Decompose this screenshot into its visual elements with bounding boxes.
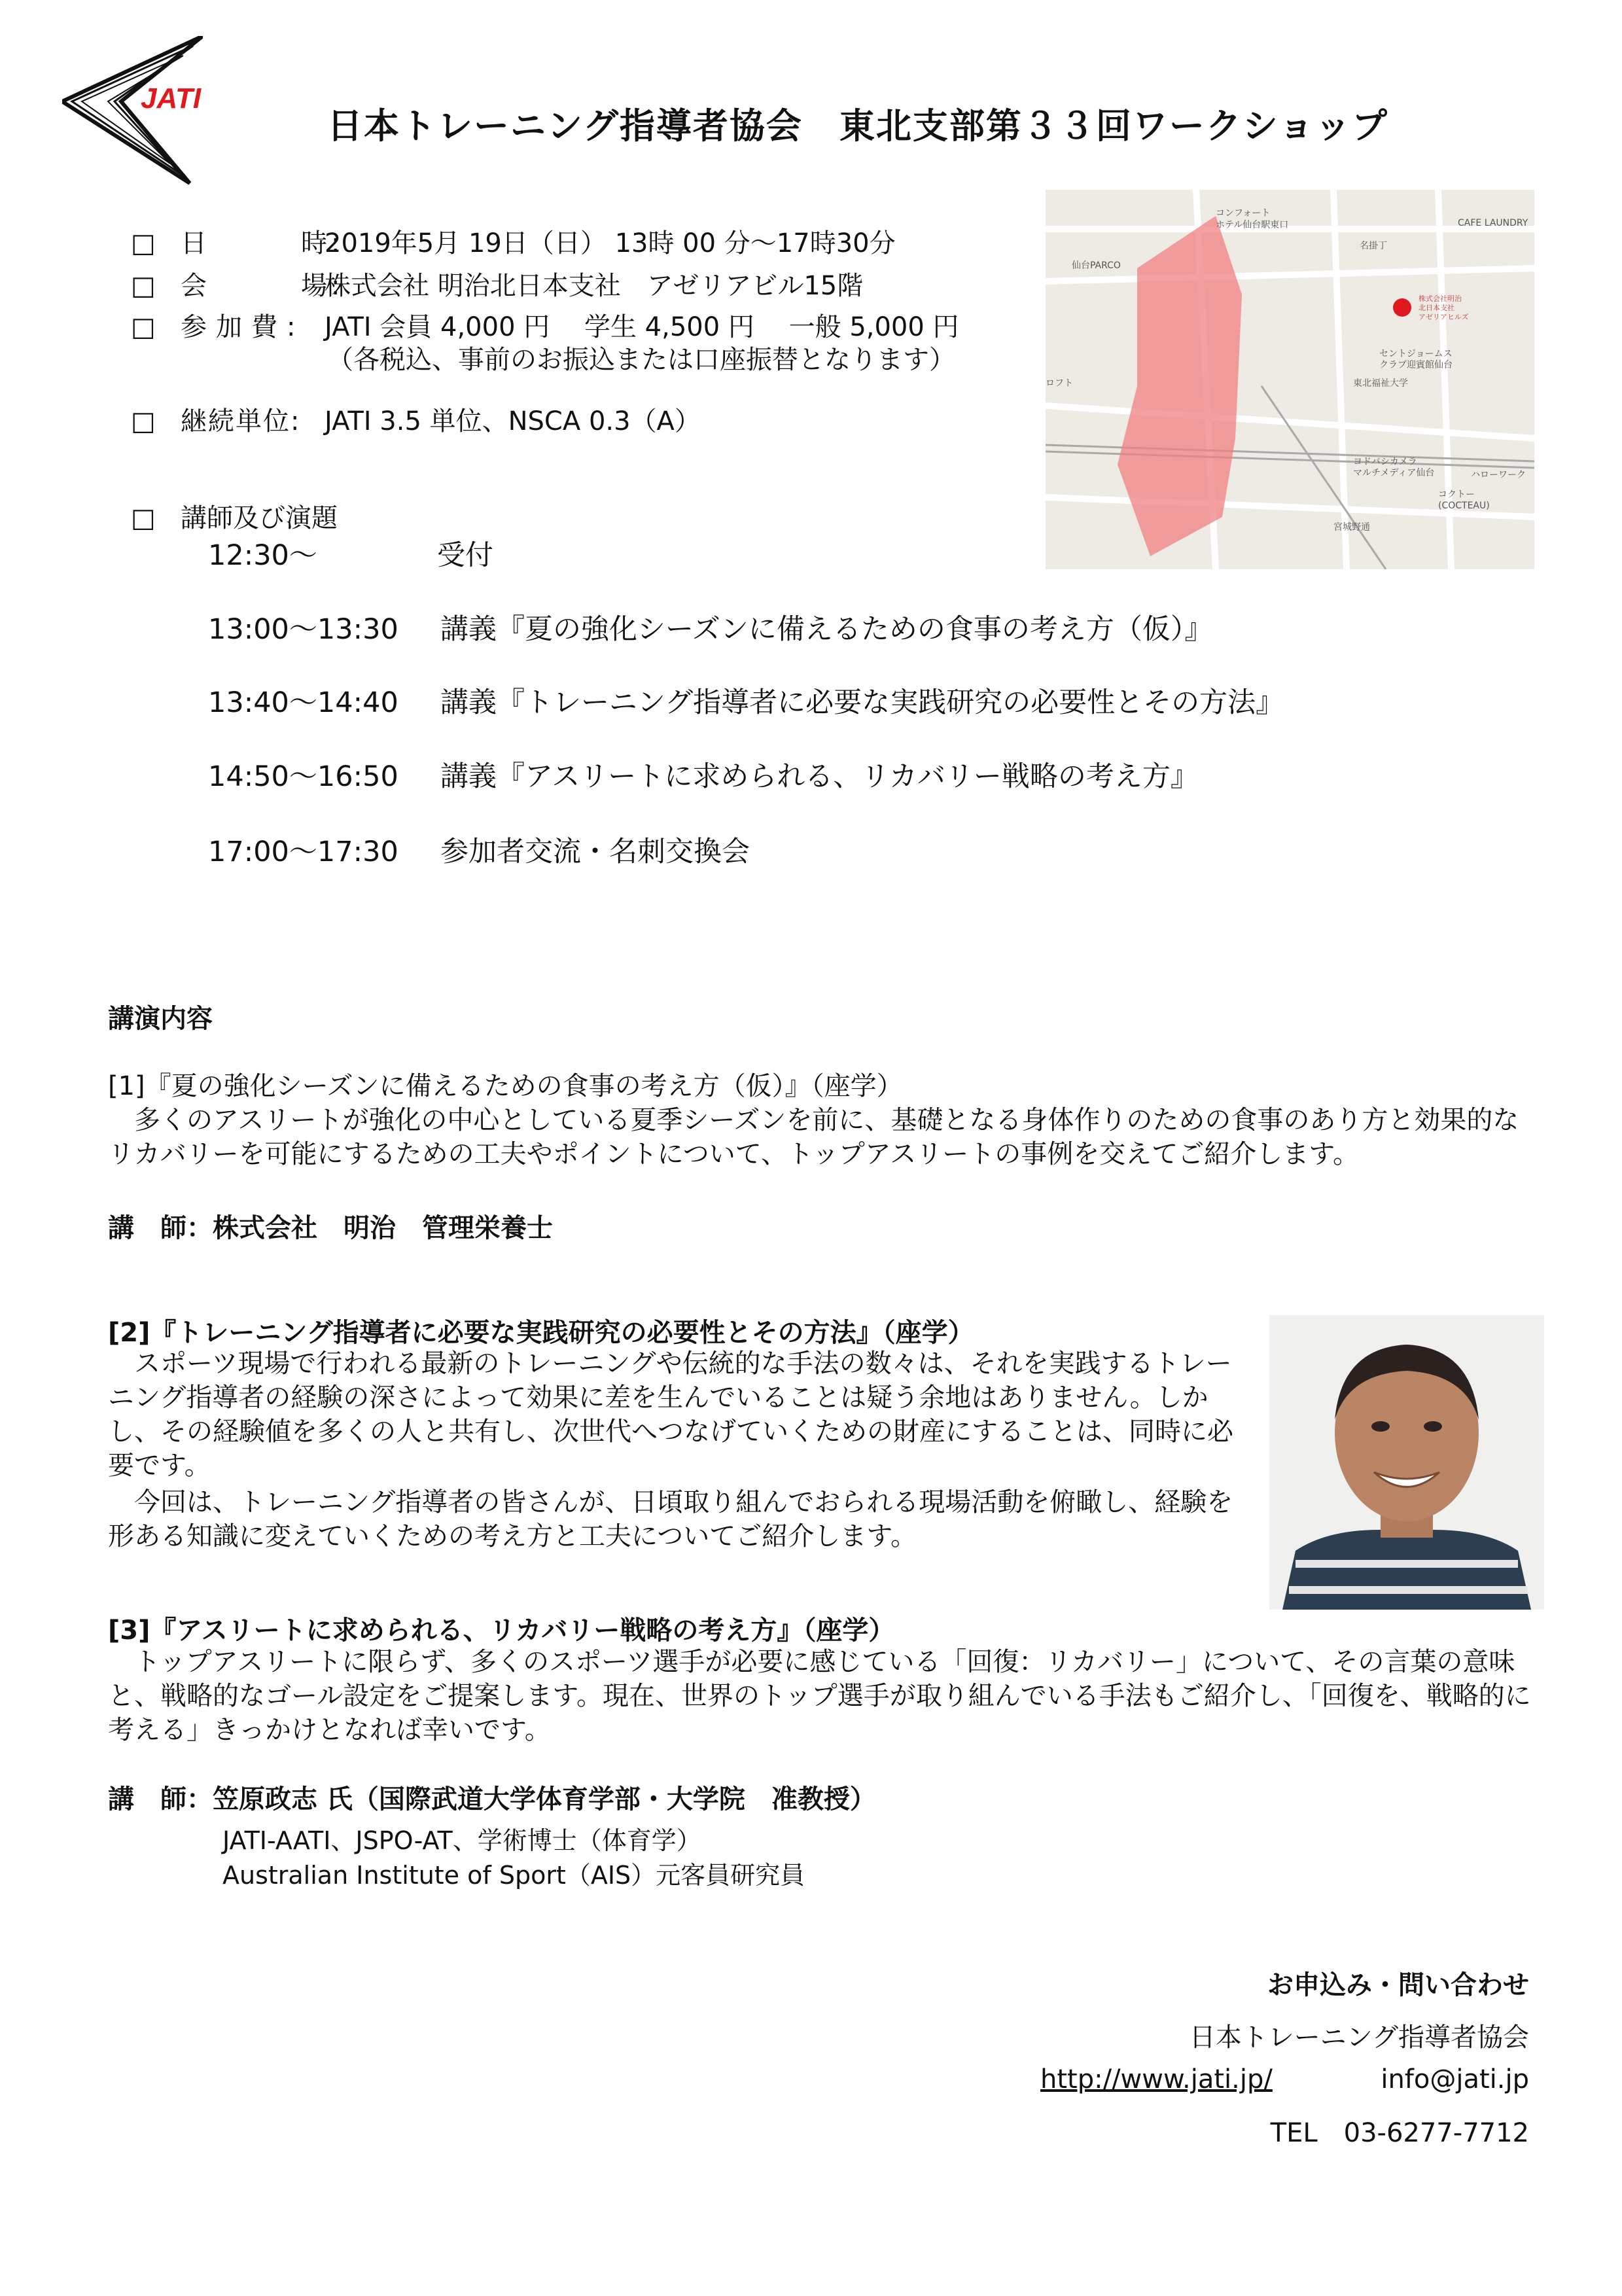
lecturer2-name: 講 師：笠原政志 氏（国際武道大学体育学部・大学院 准教授） <box>108 1784 876 1814</box>
map-label: ロフト <box>1046 378 1073 389</box>
map-label: コンフォート <box>1216 208 1271 219</box>
map-label: 株式会社明治 <box>1419 294 1462 303</box>
jati-logo <box>62 36 203 186</box>
contact-email[interactable]: info@jati.jp <box>1381 2064 1529 2094</box>
logo-text: JATI <box>141 82 202 115</box>
lecture2-body: スポーツ現場で行われる最新のトレーニングや伝統的な手法の数々は、それを実践するトレーニング指導者の経験の深さによって効果に差を生んでいることは疑う余地はありません。しかし、その経験値を多くの人と共有し、次世代へつなげていくための財産にすることは、同時に必要です。 <box>108 1349 1233 1481</box>
info-venue <box>131 265 863 302</box>
info-fee-note: （各税込、事前のお振込または口座振替となります） <box>327 345 955 375</box>
lecture3-body: トップアスリートに限らず、多くのスポーツ選手が必要に感じている「回復：リカバリー」について、その言葉の意味と、戦略的なゴール設定をご提案します。現在、世界のトップ選手が取り組んでいる手法もご紹介し、「回復を、戦略的に考える」きっかけとなれば幸いです。 <box>108 1647 1531 1745</box>
schedule-time: 14:50～16:50 <box>208 760 398 793</box>
schedule-desc: 受付 <box>437 539 493 572</box>
map-label: ヨドバシカメラ <box>1353 457 1417 467</box>
schedule-time: 12:30～ <box>208 539 317 572</box>
lecturer-photo <box>1269 1315 1544 1610</box>
lecture3-title: [3]『アスリートに求められる、リカバリー戦略の考え方』（座学） <box>108 1616 895 1646</box>
schedule-time: 17:00～17:30 <box>208 836 398 868</box>
lecture2-body2: 今回は、トレーニング指導者の皆さんが、日頃取り組んでおられる現場活動を俯瞰し、経験を形ある知識に変えていくための考え方と工夫についてご紹介します。 <box>108 1487 1233 1551</box>
map-label: 北日本支社 <box>1419 304 1455 312</box>
schedule-row <box>208 680 1284 720</box>
lecture2-title: [2]『トレーニング指導者に必要な実践研究の必要性とその方法』（座学） <box>108 1318 974 1348</box>
info-date <box>131 222 896 260</box>
info-credits <box>131 400 701 438</box>
lecturer2-line2: Australian Institute of Sport（AIS）元客員研究員 <box>222 1861 805 1890</box>
lecturers-heading-text: 講師及び演題 <box>181 503 338 533</box>
lecture1-body: 多くのアスリートが強化の中心としている夏季シーズンを前に、基礎となる身体作りのための食事のあり方と効果的なリカバリーを可能にするための工夫やポイントについて、トップアスリートの事例を交えてご紹介します。 <box>108 1105 1519 1169</box>
map-label: CAFE LAUNDRY <box>1458 218 1528 228</box>
lecture1-title: [1]『夏の強化シーズンに備えるための食事の考え方（仮）』（座学） <box>108 1071 903 1101</box>
contact-org: 日本トレーニング指導者協会 <box>1189 2022 1529 2053</box>
checkbox-icon: □ <box>131 406 156 436</box>
checkbox-icon: □ <box>131 503 156 533</box>
checkbox-icon: □ <box>131 271 156 301</box>
info-fee <box>131 306 959 344</box>
checkbox-icon: □ <box>131 228 156 258</box>
content-heading: 講演内容 <box>108 1004 213 1034</box>
lecturer2-line1: JATI-AATI、JSPO-AT、学術博士（体育学） <box>222 1826 701 1855</box>
map-label: セントジョームス <box>1379 349 1453 359</box>
contact-tel: TEL 03-6277-7712 <box>1270 2118 1529 2148</box>
checkbox-icon: □ <box>131 312 156 342</box>
schedule-desc: 講義『トレーニング指導者に必要な実践研究の必要性とその方法』 <box>440 686 1284 719</box>
map-label: 宮城野通 <box>1333 522 1370 533</box>
info-value: JATI 会員 4,000 円 学生 4,500 円 一般 5,000 円 <box>325 312 959 342</box>
lecturer1: 講 師：株式会社 明治 管理栄養士 <box>108 1213 553 1243</box>
info-value: JATI 3.5 単位、NSCA 0.3（A） <box>325 406 701 436</box>
map-label: 名掛丁 <box>1360 241 1387 251</box>
venue-map <box>1046 190 1534 569</box>
map-label: クラブ迎賓館仙台 <box>1379 360 1453 370</box>
info-value: 2019年5月 19日（日） 13時 00 分～17時30分 <box>325 228 896 258</box>
map-label: アゼリアヒルズ <box>1419 313 1469 321</box>
page-title: 日本トレーニング指導者協会 東北支部第３３回ワークショップ <box>327 105 1388 147</box>
map-pin-icon <box>1393 298 1411 317</box>
map-label: ハローワーク <box>1471 470 1526 480</box>
schedule-desc: 講義『アスリートに求められる、リカバリー戦略の考え方』 <box>440 760 1199 793</box>
info-label: 継続単位: <box>181 406 301 436</box>
schedule-row <box>208 607 1212 647</box>
map-label: 東北福祉大学 <box>1353 378 1408 389</box>
schedule-row <box>208 533 493 573</box>
lecturers-heading <box>131 497 338 535</box>
map-graphic <box>1046 190 1534 569</box>
schedule-row <box>208 754 1199 794</box>
info-label: 会 場: <box>181 271 344 301</box>
jati-logo-mark <box>62 36 203 186</box>
info-label: 日 時: <box>181 228 344 258</box>
schedule-row <box>208 830 750 870</box>
info-value: 株式会社 明治北日本支社 アゼリアビル15階 <box>325 271 864 301</box>
schedule-desc: 講義『夏の強化シーズンに備えるための食事の考え方（仮）』 <box>440 613 1213 646</box>
info-label: 参加費: <box>181 312 305 342</box>
schedule-time: 13:00～13:30 <box>208 613 398 646</box>
map-label: (COCTEAU) <box>1438 501 1490 511</box>
map-label: 仙台PARCO <box>1072 260 1121 271</box>
lecturer-photo-graphic <box>1269 1315 1544 1610</box>
schedule-time: 13:40～14:40 <box>208 686 398 719</box>
contact-heading: お申込み・問い合わせ <box>1267 1970 1529 2000</box>
schedule-desc: 参加者交流・名刺交換会 <box>440 836 750 868</box>
map-label: ホテル仙台駅東口 <box>1216 220 1289 230</box>
map-label: マルチメディア仙台 <box>1353 468 1435 478</box>
map-label: コクトー <box>1438 489 1475 500</box>
contact-url-link[interactable]: http://www.jati.jp/ <box>1040 2064 1273 2094</box>
